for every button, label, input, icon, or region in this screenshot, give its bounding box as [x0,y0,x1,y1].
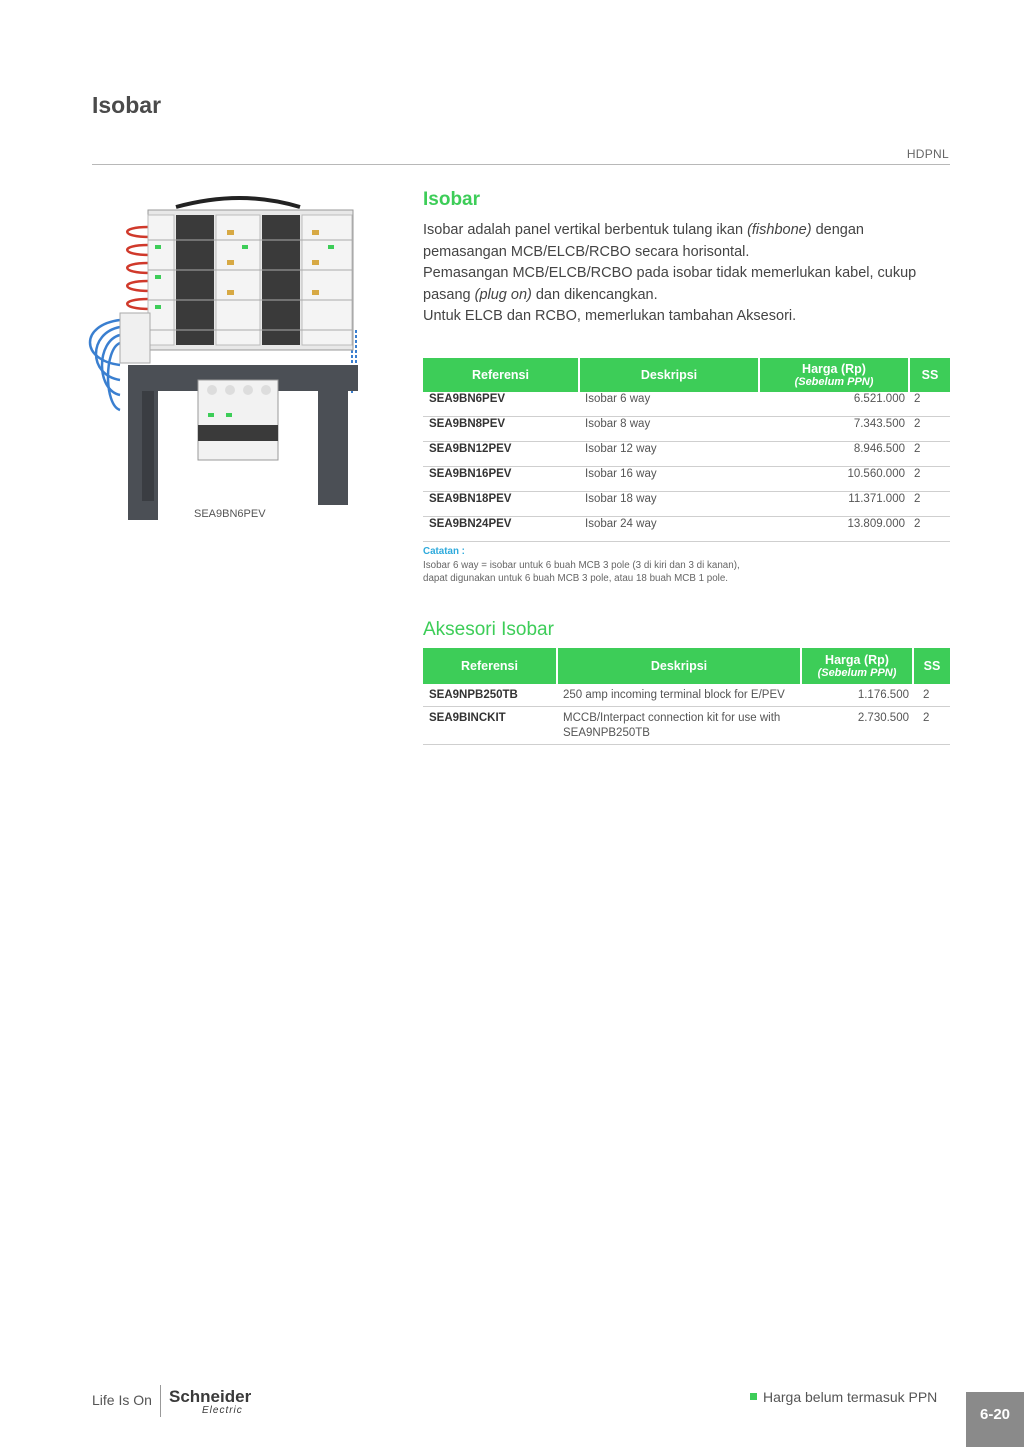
cell-deskripsi: Isobar 12 way [579,442,759,467]
cell-deskripsi [557,684,801,707]
brand-sub: Electric [202,1405,243,1416]
cell-referensi: SEA9BN6PEV [423,392,579,417]
isobar-product-image [80,185,370,525]
cell-harga: 8.946.500 [759,442,909,467]
tagline: Life Is On [92,1392,152,1408]
intro-paragraph-2: Pemasangan MCB/ELCB/RCBO pada isobar tidak memerlukan kabel, cukup pasang (plug on) dan dikencangkan. [423,265,917,303]
green-square-icon [750,1393,757,1400]
table-row [423,442,950,467]
page-title: Isobar [92,92,162,118]
table-header-row [423,648,950,684]
cell-harga: 13.809.000 [759,517,909,542]
header-deskripsi: Deskripsi [579,358,759,392]
cell-harga: 1.176.500 [801,684,913,707]
cell-deskripsi: Isobar 6 way [579,392,759,417]
breaker-modules [120,210,353,363]
cell-deskripsi: Isobar 24 way [579,517,759,542]
red-wires [127,227,150,309]
table-header-row [423,358,950,392]
header-referensi: Referensi [423,648,557,684]
cell-ss: 2 [909,417,950,442]
cell-referensi: SEA9BN8PEV [423,417,579,442]
note-label: Catatan : [423,546,465,557]
section-code: HDPNL [906,147,949,161]
table-row [423,492,950,517]
intro-text [423,220,943,328]
note-line-2: dapat digunakan untuk 6 buah MCB 3 pole, atau 18 buah MCB 1 pole. [423,573,729,584]
header-divider [92,164,950,165]
cell-deskripsi: Isobar 8 way [579,417,759,442]
cell-harga: 6.521.000 [759,392,909,417]
cell-ss: 2 [909,442,950,467]
note [423,545,740,586]
isobar-price-table [423,358,950,542]
accessories-price-table [423,648,950,745]
image-caption: SEA9BN6PEV [194,508,266,520]
intro-paragraph-3: Untuk ELCB dan RCBO, memerlukan tambahan Aksesori. [423,308,797,324]
section-title: Isobar [423,189,481,210]
header-referensi: Referensi [423,358,579,392]
cell-ss: 2 [909,517,950,542]
cell-deskripsi: Isobar 18 way [579,492,759,517]
header-deskripsi: Deskripsi [557,648,801,684]
blue-wires-left [90,320,120,410]
cell-ss: 2 [909,467,950,492]
cell-referensi: SEA9BINCKIT [423,707,557,745]
header-harga: Harga (Rp) (Sebelum PPN) [801,648,913,684]
cell-deskripsi [557,707,801,745]
cell-ss: 2 [913,707,950,745]
table-row [423,707,950,745]
table-row [423,417,950,442]
cell-ss: 2 [909,492,950,517]
header-harga: Harga (Rp) (Sebelum PPN) [759,358,909,392]
description-line: SEA9NPB250TB [563,727,650,739]
top-cable [176,198,300,207]
cell-harga: 10.560.000 [759,467,909,492]
table-row [423,684,950,707]
page-number: 6-20 [966,1392,1024,1447]
cell-deskripsi: Isobar 16 way [579,467,759,492]
cell-harga: 7.343.500 [759,417,909,442]
header-ss: SS [909,358,950,392]
logo-divider [160,1385,161,1417]
cell-referensi: SEA9BN12PEV [423,442,579,467]
description-line: 250 amp incoming terminal block for E/PEV [563,689,785,701]
header-ss: SS [913,648,950,684]
intro-paragraph-1: Isobar adalah panel vertikal berbentuk tulang ikan (fishbone) dengan pemasangan MCB/ELCB/RCBO secara horisontal. [423,222,864,260]
cell-referensi: SEA9NPB250TB [423,684,557,707]
incoming-breaker [198,380,278,460]
note-line-1: Isobar 6 way = isobar untuk 6 buah MCB 3 pole (3 di kiri dan 3 di kanan), [423,559,740,571]
table-row [423,392,950,417]
cell-ss: 2 [909,392,950,417]
footer-note: Harga belum termasuk PPN [750,1389,937,1405]
accessories-title: Aksesori Isobar [423,619,554,640]
cell-referensi: SEA9BN16PEV [423,467,579,492]
brand-name: Schneider [169,1387,252,1406]
table-row [423,517,950,542]
description-line: MCCB/Interpact connection kit for use with [563,712,781,724]
cell-harga: 11.371.000 [759,492,909,517]
cell-harga: 2.730.500 [801,707,913,745]
table-row [423,467,950,492]
cell-referensi: SEA9BN24PEV [423,517,579,542]
cell-referensi: SEA9BN18PEV [423,492,579,517]
cell-ss: 2 [913,684,950,707]
